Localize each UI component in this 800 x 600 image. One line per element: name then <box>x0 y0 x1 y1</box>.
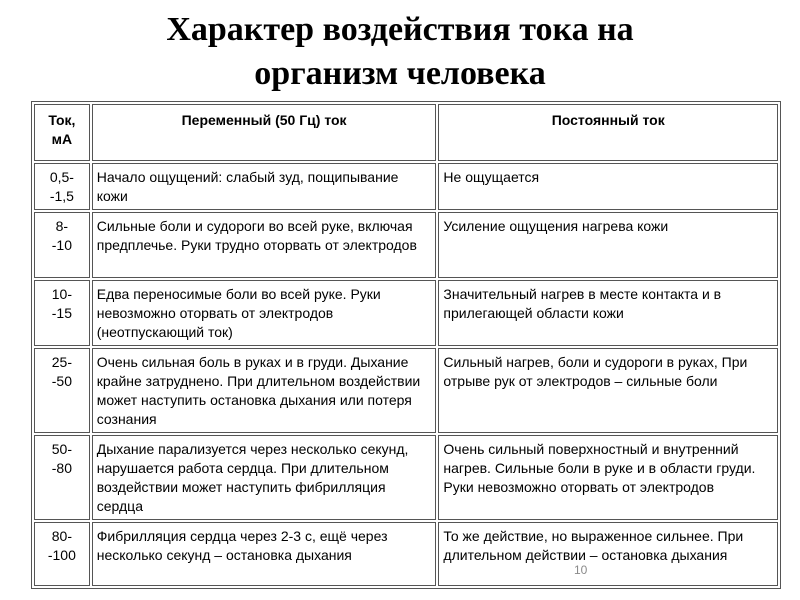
current-value-to: -100 <box>47 547 76 563</box>
table-row <box>34 522 778 586</box>
current-value-from: 10- <box>51 286 72 302</box>
header-current-ma-line1: Ток, <box>48 112 76 128</box>
current-value-cell <box>34 435 90 520</box>
page-title <box>0 8 800 96</box>
table-header-row <box>34 104 778 161</box>
ac-effect-cell: Очень сильная боль в руках и в груди. Дыхание крайне затруднено. При длительном воздействии может наступить остановка дыхания или потеря сознания <box>92 348 437 433</box>
table-row <box>34 435 778 520</box>
header-current-ma <box>34 104 90 161</box>
table-row <box>34 212 778 278</box>
current-value-from: 8- <box>55 218 69 234</box>
current-value-cell <box>34 348 90 433</box>
current-value-cell <box>34 163 90 210</box>
current-value-to: -50 <box>51 373 72 389</box>
current-value-to: -10 <box>51 237 72 253</box>
dc-effect-cell: Очень сильный поверхностный и внутренний нагрев. Сильные боли в руке и в области груди. Руки невозможно оторвать от электродов <box>438 435 778 520</box>
header-dc-current: Постоянный ток <box>438 104 778 161</box>
title-line-2: организм человека <box>254 55 546 92</box>
current-value-to: -80 <box>51 460 72 476</box>
dc-effect-cell: Сильный нагрев, боли и судороги в руках, При отрыве рук от электродов – сильные боли <box>438 348 778 433</box>
table-row <box>34 280 778 346</box>
table-row <box>34 163 778 210</box>
current-value-from: 0,5- <box>49 169 74 185</box>
ac-effect-cell: Едва переносимые боли во всей руке. Руки невозможно оторвать от электродов (неотпускающий ток) <box>92 280 437 346</box>
current-value-from: 25- <box>51 354 72 370</box>
dc-effect-cell: Не ощущается <box>438 163 778 210</box>
current-value-cell <box>34 280 90 346</box>
table-row <box>34 348 778 433</box>
current-value-cell <box>34 212 90 278</box>
header-ac-current: Переменный (50 Гц) ток <box>92 104 437 161</box>
current-value-to: -1,5 <box>49 188 74 204</box>
dc-effect-cell: Значительный нагрев в месте контакта и в прилегающей области кожи <box>438 280 778 346</box>
ac-effect-cell: Начало ощущений: слабый зуд, пощипывание кожи <box>92 163 437 210</box>
current-effects-table <box>31 101 781 589</box>
ac-effect-cell: Дыхание парализуется через несколько секунд, нарушается работа сердца. При длительном воздействии может наступить фибрилляция сердца <box>92 435 437 520</box>
ac-effect-cell: Фибрилляция сердца через 2-3 с, ещё через несколько секунд – остановка дыхания <box>92 522 437 586</box>
dc-effect-cell: Усиление ощущения нагрева кожи <box>438 212 778 278</box>
title-line-1: Характер воздействия тока на <box>166 11 634 48</box>
header-current-ma-line2: мА <box>51 131 73 147</box>
current-value-cell <box>34 522 90 586</box>
ac-effect-cell: Сильные боли и судороги во всей руке, включая предплечье. Руки трудно оторвать от электродов <box>92 212 437 278</box>
current-value-from: 80- <box>51 528 72 544</box>
current-value-from: 50- <box>51 441 72 457</box>
dc-effect-cell: То же действие, но выраженное сильнее. При длительном действии – остановка дыхания <box>438 522 778 586</box>
current-value-to: -15 <box>51 305 72 321</box>
page-number: 10 <box>574 563 588 577</box>
